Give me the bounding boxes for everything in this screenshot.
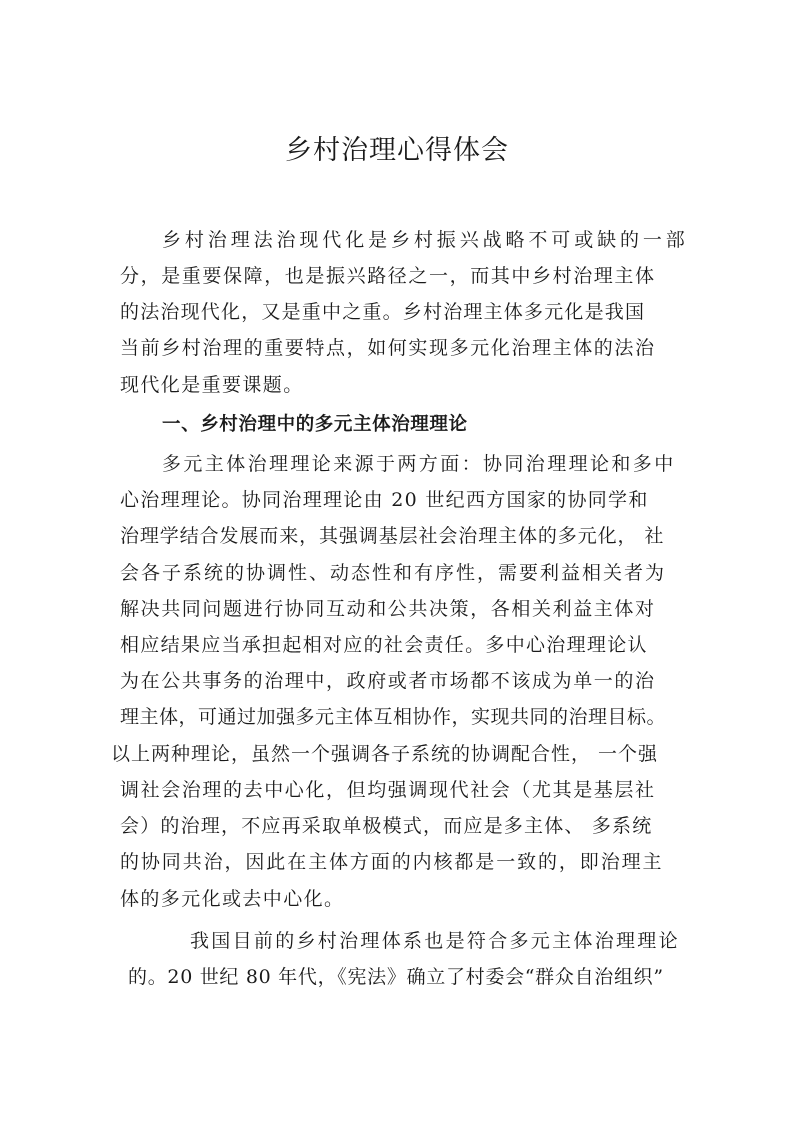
paragraph-line: 现代化是重要课题。: [120, 374, 304, 396]
paragraph-line: 调社会治理的去中心化，但均强调现代社会（尤其是基层社: [120, 779, 656, 801]
paragraph-line: 解决共同问题进行协同互动和公共决策，各相关利益主体对: [120, 598, 656, 620]
paragraph-line: 乡村治理法治现代化是乡村振兴战略不可或缺的一部: [162, 229, 689, 251]
paragraph-line: 的协同共治，因此在主体方面的内核都是一致的，即治理主: [120, 851, 664, 873]
paragraph-line: 分，是重要保障，也是振兴路径之一，而其中乡村治理主体: [120, 265, 656, 287]
paragraph-line: 多元主体治理理论来源于两方面：协同治理理论和多中: [162, 453, 676, 475]
paragraph-line: 会）的治理，不应再采取单极模式，而应是多主体、 多系统: [120, 815, 653, 837]
paragraph-line: 会各子系统的协调性、动态性和有序性，需要利益相关者为: [120, 562, 667, 584]
section-heading: 一、乡村治理中的多元主体治理理论: [162, 414, 468, 435]
paragraph-line: 的法治现代化，又是重中之重。乡村治理主体多元化是我国: [120, 301, 646, 323]
paragraph-line: 体的多元化或去中心化。: [120, 888, 345, 910]
paragraph-line: 我国目前的乡村治理体系也是符合多元主体治理理论: [190, 930, 680, 952]
paragraph-line: 以上两种理论，虽然一个强调各子系统的协调配合性， 一个强: [111, 743, 659, 765]
paragraph-line: 相应结果应当承担起相对应的社会责任。多中心治理理论认: [120, 634, 648, 656]
paragraph-line: 心治理理论。协同治理理论由 20 世纪西方国家的协同学和: [120, 489, 649, 511]
paragraph-line: 为在公共事务的治理中，政府或者市场都不该成为单一的治: [120, 670, 656, 692]
document-title: 乡村治理心得体会: [285, 135, 509, 166]
paragraph-line: 治理学结合发展而来，其强调基层社会治理主体的多元化， 社: [120, 525, 665, 547]
paragraph-line: 的。20 世纪 80 年代，《宪法》确立了村委会“群众自治组织”: [128, 966, 664, 988]
paragraph-line: 当前乡村治理的重要特点，如何实现多元化治理主体的法治: [120, 337, 656, 359]
paragraph-line: 理主体，可通过加强多元主体互相协作，实现共同的治理目标。: [120, 706, 667, 728]
